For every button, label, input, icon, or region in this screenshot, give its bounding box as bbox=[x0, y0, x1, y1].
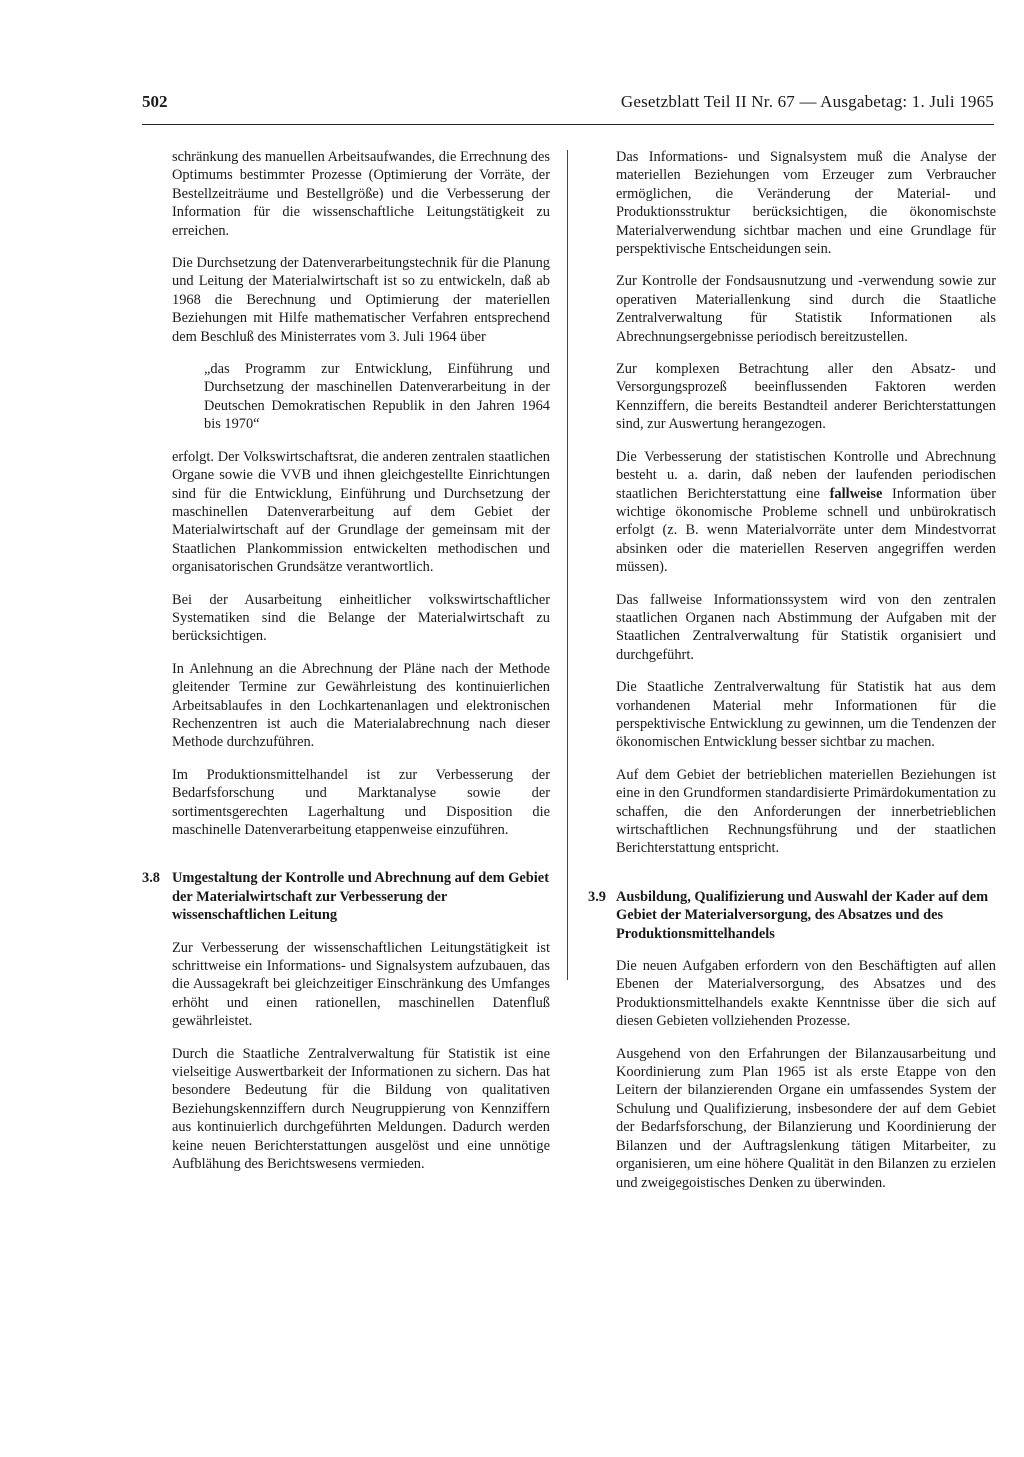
paragraph: Das Informations- und Signalsystem muß die Analyse der materiellen Beziehungen vom Erzeuger zum Verbraucher ermöglichen, die Veränderung der Material- und Produktionsstruktur berücksichtigen, die ökonomischste Materialverwendung sichtbar machen und eine Grundlage für perspektivische Entscheidungen sein. bbox=[616, 149, 996, 258]
paragraph: Auf dem Gebiet der betrieblichen materiellen Beziehungen ist eine in den Grundformen standardisierte Primärdokumentation zu schaffen, die den Anforderungen der innerbetrieblichen wirtschaftlichen Rechnungsführung und der staatlichen Berichterstattung entspricht. bbox=[616, 766, 996, 857]
paragraph: Zur Verbesserung der wissenschaftlichen Leitungstätigkeit ist schrittweise ein Informations- und Signalsystem aufzubauen, das die Aussagekraft bei gleichzeitiger Einschränkung des Umfanges erhöht und einen rationellen, maschinellen Datenfluß gewährleistet. bbox=[172, 939, 550, 1030]
paragraph: Zur komplexen Betrachtung aller den Absatz- und Versorgungsprozeß beeinflussenden Faktoren werden Kennziffern, die bereits Bestandteil anderer Berichterstattungen sind, zur Auswertung herangezogen. bbox=[616, 361, 996, 433]
column-divider bbox=[567, 150, 568, 980]
paragraph: In Anlehnung an die Abrechnung der Pläne nach der Methode gleitender Termine zur Gewährleistung des kontinuierlichen Arbeitsablaufes in den Lochkartenanlagen und elektronischen Rechenzentren ist auch die Materialabrechnung nach dieser Methode durchzuführen. bbox=[172, 660, 550, 751]
paragraph bbox=[616, 448, 996, 577]
text-run: Information über wichtige ökonomische Probleme schnell und unbürokratisch erfolgt (z. B. wenn Materialvorräte unter dem Mindestvorrat absinken oder die materiellen Reserven angegriffen werden müssen). bbox=[616, 485, 996, 576]
section-number: 3.8 bbox=[142, 870, 160, 887]
running-head: Gesetzblatt Teil II Nr. 67 — Ausgabetag: 1. Juli 1965 bbox=[620, 92, 994, 111]
paragraph: Bei der Ausarbeitung einheitlicher volkswirtschaftlicher Systematiken sind die Belange der Materialwirtschaft zu berücksichtigen. bbox=[172, 591, 550, 645]
text-run: Die Verbesserung der statistischen Kontrolle und Abrechnung besteht u. a. darin, daß neben der laufenden periodischen staatlichen Berichterstattung eine bbox=[616, 448, 996, 502]
section-heading-3-8 bbox=[142, 869, 550, 924]
page-number: 502 bbox=[142, 92, 168, 111]
section-title: Ausbildung, Qualifizierung und Auswahl der Kader auf dem Gebiet der Materialversorgung, des Absatzes und des Produktionsmittelhandels bbox=[616, 888, 989, 942]
paragraph: schränkung des manuellen Arbeitsaufwandes, die Errechnung des Optimums bestimmter Prozesse (Optimierung der Vorräte, der Bestellzeiträume und Bestellgröße) und die Verbesserung der Information für die wissenschaftliche Leitungstätigkeit zu erreichen. bbox=[172, 149, 550, 239]
paragraph: Im Produktionsmittelhandel ist zur Verbesserung der Bedarfsforschung und Marktanalyse sowie der sortimentsgerechten Lagerhaltung und Disposition die maschinelle Datenverarbeitung etappenweise einzuführen. bbox=[172, 766, 550, 838]
paragraph: Die neuen Aufgaben erfordern von den Beschäftigten auf allen Ebenen der Materialversorgung, des Absatzes und des Produktionsmittelhandels exakte Kenntnisse über die sich auf diesen Gebieten vollziehenden Prozesse. bbox=[616, 958, 996, 1030]
paragraph: Zur Kontrolle der Fondsausnutzung und -verwendung sowie zur operativen Materiallenkung sind durch die Staatliche Zentralverwaltung für Statistik Informationen als Abrechnungsergebnisse periodisch bereitzustellen. bbox=[616, 273, 996, 345]
section-title: Umgestaltung der Kontrolle und Abrechnung auf dem Gebiet der Materialwirtschaft zur Verbesserung der wissenschaftlichen Leitung bbox=[172, 870, 549, 924]
paragraph: Das fallweise Informationssystem wird von den zentralen staatlichen Organen nach Abstimmung der Aufgaben mit der Staatlichen Zentralverwaltung für Statistik organisiert und durchgeführt. bbox=[616, 591, 996, 663]
paragraph: Die Durchsetzung der Datenverarbeitungstechnik für die Planung und Leitung der Materialwirtschaft ist so zu entwickeln, daß ab 1968 die Berechnung und Optimierung der materiellen Beziehungen mit Hilfe mathematischer Verfahren entsprechend dem Beschluß des Ministerrates vom 3. Juli 1964 über bbox=[172, 255, 550, 345]
emphasis-fallweise: fallweise bbox=[829, 485, 883, 502]
section-number: 3.9 bbox=[588, 888, 606, 905]
quotation: „das Programm zur Entwicklung, Einführung und Durchsetzung der maschinellen Datenverarbeitung in der Deutschen Demokratischen Republik in den Jahren 1964 bis 1970“ bbox=[204, 361, 550, 433]
paragraph: Ausgehend von den Erfahrungen der Bilanzausarbeitung und Koordinierung zum Plan 1965 ist als erste Etappe von den Leitern der bilanzierenden Organe ein umfassendes System der Schulung und Qualifizierung, insbesondere der auf dem Gebiet der Bedarfsforschung, der Bilanzierung und Koordinierung der Bilanzen und der Auftragslenkung tätigen Mitarbeiter, zu organisieren, um eine höhere Qualität in den Bilanzen zu erzielen und zweigegoistisches Denken zu überwinden. bbox=[616, 1045, 996, 1191]
left-column bbox=[142, 148, 550, 1188]
section-heading-3-9 bbox=[588, 888, 996, 943]
paragraph: Durch die Staatliche Zentralverwaltung für Statistik ist eine vielseitige Auswertbarkeit der Informationen zu sichern. Das hat besondere Bedeutung für die Bildung von qualitativen Beziehungskennziffern durch Neugruppierung von Kennziffern aus kontinuierlich durchgeführten Meldungen. Dadurch werden keine neuen Berichterstattungen ausgelöst und eine unnötige Aufblähung des Berichtswesens vermieden. bbox=[172, 1045, 550, 1173]
right-column bbox=[590, 148, 996, 1206]
paragraph: Die Staatliche Zentralverwaltung für Statistik hat aus dem vorhandenen Material mehr Informationen für die perspektivische Entwicklung zu gewinnen, um die Tendenzen der ökonomischen Entwicklung besser sichtbar zu machen. bbox=[616, 679, 996, 751]
paragraph: erfolgt. Der Volkswirtschaftsrat, die anderen zentralen staatlichen Organe sowie die VVB und ihnen gleichgestellte Einrichtungen sind für die Entwicklung, Einführung und Durchsetzung der maschinellen Datenverarbeitung auf dem Gebiet der Materialwirtschaft auf der Grundlage der gemeinsam mit der Staatlichen Plankommission entwickelten methodischen und organisatorischen Grundsätze verantwortlich. bbox=[172, 448, 550, 576]
page-header bbox=[142, 92, 994, 125]
